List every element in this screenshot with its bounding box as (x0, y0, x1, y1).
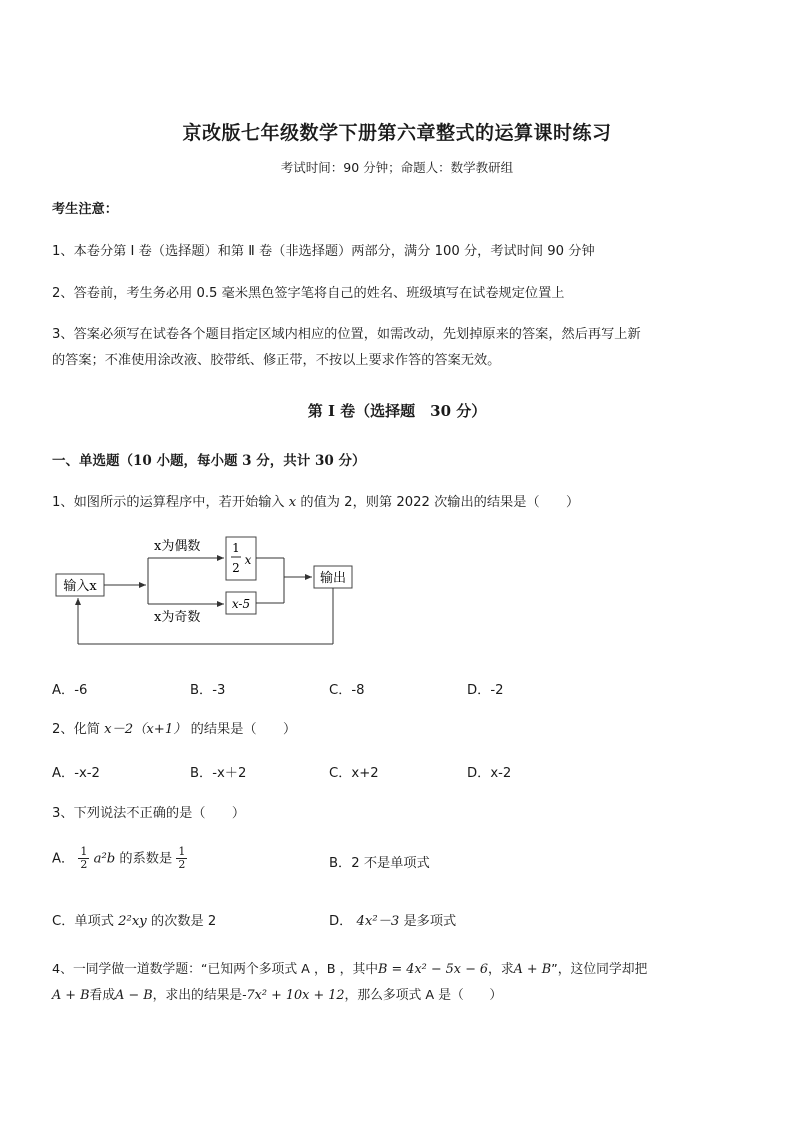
question-3-stem: 3、下列说法不正确的是（ ） (52, 806, 246, 821)
q3-option-c-prefix: C．单项式 (52, 914, 114, 929)
fraction-denominator: 2 (178, 858, 186, 871)
q3-option-a-mid: 的系数是 (119, 851, 173, 867)
minus-box-label: x-5 (231, 597, 251, 611)
q1-option-a: A．-6 (52, 683, 88, 698)
question-4-line-2 (52, 986, 502, 1006)
page-title: 京改版七年级数学下册第六章整式的运算课时练习 (182, 122, 612, 144)
notice-item-2: 2、答卷前，考生务必用 0.5 毫米黑色签字笔将自己的姓名、班级填写在试卷规定位置上 (52, 286, 565, 301)
notice-item-3: 3、答案必须写在试卷各个题目指定区域内相应的位置，如需改动，先划掉原来的答案，然后再写上新 (52, 327, 641, 342)
output-label: 输出 (319, 571, 347, 586)
q4-text-a: 4、一同学做一道数学题：“已知两个多项式 A ，B ，其中 (52, 962, 379, 977)
exam-subtitle: 考试时间：90 分钟；命题人：数学教研组 (280, 160, 514, 175)
q4-text-d: 看成 (89, 988, 116, 1003)
q4-expr-b: B = 4x² − 5x − 6 (378, 962, 489, 977)
q1-option-c: C．-8 (329, 683, 365, 698)
q4-expr-a-minus-b: A − B (115, 988, 153, 1003)
q4-text-c: ”，这位同学却把 (551, 962, 648, 977)
q2-option-d: D．x-2 (467, 766, 512, 781)
q4-expr-a-plus-b: A + B (513, 962, 552, 977)
q3-option-a-fraction (78, 846, 89, 871)
notice-heading: 考生注意： (52, 202, 118, 217)
half-box (226, 537, 256, 580)
q1-flow-diagram (50, 528, 370, 650)
notice-item-3-cont: 的答案；不准使用涂改液、胶带纸、修正带，不按以上要求作答的答案无效。 (52, 353, 501, 368)
half-num: 1 (232, 541, 240, 555)
q4-text-f: ，那么多项式 A 是（ ） (344, 988, 503, 1003)
q4-text-e: ，求出的结果是 (152, 988, 243, 1003)
q2-option-c: C．x+2 (329, 766, 379, 781)
fraction-denominator: 2 (80, 858, 88, 871)
half-den: 2 (232, 561, 240, 575)
q4-text-b: ，求 (488, 962, 514, 977)
q1-option-d: D．-2 (467, 683, 504, 698)
fraction-numerator: 1 (80, 845, 88, 858)
q3-option-c-suffix: 的次数是 2 (150, 914, 217, 929)
q2-option-b: B．-x＋2 (190, 766, 247, 781)
q1-option-b: B．-3 (190, 683, 226, 698)
q3-option-d-term: 4x²－3 (356, 914, 400, 929)
q3-option-a-coefficient (176, 846, 187, 871)
q2-stem-b: 的结果是（ ） (190, 722, 297, 737)
odd-label: x为奇数 (154, 610, 201, 625)
q3-option-d (329, 910, 456, 929)
q3-option-d-prefix: D． (329, 914, 353, 929)
q3-option-a-prefix: A． (52, 851, 75, 867)
fraction-numerator: 1 (178, 845, 186, 858)
q3-option-b: B．2 不是单项式 (329, 856, 430, 871)
q1-stem-a: 1、如图所示的运算程序中，若开始输入 (52, 495, 285, 510)
half-var: x (244, 553, 252, 567)
part-title: 一、单选题（10 小题，每小题 3 分，共计 30 分） (52, 453, 366, 469)
q3-option-a (52, 846, 187, 871)
q3-option-c-term: 2²xy (118, 914, 147, 929)
q4-expr-result: -7x² + 10x + 12 (242, 988, 345, 1003)
question-1-stem (52, 493, 579, 513)
q2-stem-a: 2、化简 (52, 722, 100, 737)
q3-option-d-suffix: 是多项式 (403, 914, 457, 929)
q2-stem-expr: x－2（x+1） (104, 722, 187, 737)
q3-option-c (52, 910, 216, 929)
question-4-line-1 (52, 960, 647, 980)
q1-stem-var: x (288, 495, 297, 510)
section-title: 第 Ⅰ 卷（选择题 30 分） (307, 402, 487, 420)
question-2-stem (52, 720, 296, 740)
notice-item-1: 1、本卷分第 Ⅰ 卷（选择题）和第 Ⅱ 卷（非选择题）两部分，满分 100 分，考试时间 90 分钟 (52, 244, 595, 259)
q2-option-a: A．-x-2 (52, 766, 100, 781)
input-label: 输入x (63, 579, 97, 594)
q3-option-a-term: a²b (93, 851, 116, 867)
q4-expr-a-plus-b-2: A + B (52, 988, 90, 1003)
even-label: x为偶数 (154, 539, 201, 554)
q1-stem-b: 的值为 2，则第 2022 次输出的结果是（ ） (300, 495, 580, 510)
